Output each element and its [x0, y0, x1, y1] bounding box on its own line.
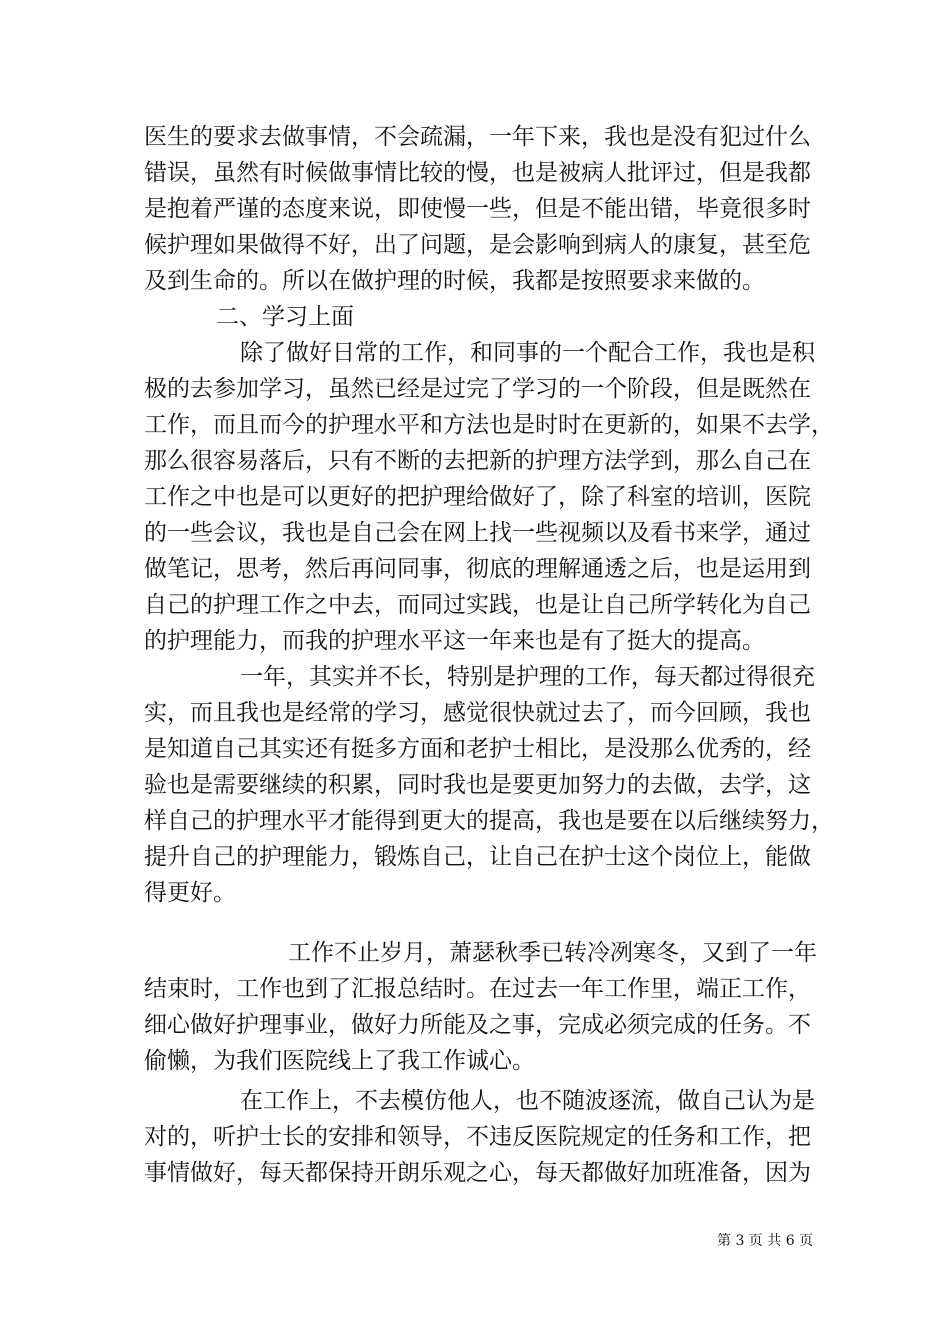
- text-line: 是抱着严谨的态度来说，即使慢一些，但是不能出错，毕竟很多时: [144, 196, 811, 222]
- text-line: 提升自己的护理能力，锻炼自己，让自己在护士这个岗位上，能做: [144, 844, 811, 870]
- text-line: 的护理能力，而我的护理水平这一年来也是有了挺大的提高。: [144, 628, 765, 654]
- text-line: 结束时，工作也到了汇报总结时。在过去一年工作里，端正工作，: [144, 976, 811, 1002]
- text-line: 的一些会议，我也是自己会在网上找一些视频以及看书来学，通过: [144, 520, 811, 546]
- text-line: 细心做好护理事业，做好力所能及之事，完成必须完成的任务。不: [144, 1012, 811, 1038]
- text-line: 一年，其实并不长，特别是护理的工作，每天都过得很充: [240, 664, 815, 690]
- text-line: 实，而且我也是经常的学习，感觉很快就过去了，而今回顾，我也: [144, 700, 811, 726]
- text-line: 事情做好，每天都保持开朗乐观之心，每天都做好加班准备，因为: [144, 1160, 811, 1186]
- text-line: 除了做好日常的工作，和同事的一个配合工作，我也是积: [240, 340, 815, 366]
- text-line: 候护理如果做得不好，出了问题，是会影响到病人的康复，甚至危: [144, 232, 811, 258]
- page-number: 第 3 页 共 6 页: [717, 1233, 814, 1249]
- text-line: 偷懒，为我们医院线上了我工作诚心。: [144, 1048, 535, 1074]
- text-line: 对的，听护士长的安排和领导，不违反医院规定的任务和工作，把: [144, 1124, 811, 1150]
- text-line: 得更好。: [144, 880, 236, 906]
- text-line: 错误，虽然有时候做事情比较的慢，也是被病人批评过，但是我都: [144, 160, 811, 186]
- text-line: 在工作上，不去模仿他人，也不随波逐流，做自己认为是: [240, 1088, 815, 1114]
- text-line: 是知道自己其实还有挺多方面和老护士相比，是没那么优秀的，经: [144, 736, 811, 762]
- text-line: 工作，而且而今的护理水平和方法也是时时在更新的，如果不去学，: [144, 412, 834, 438]
- text-line: 工作之中也是可以更好的把护理给做好了，除了科室的培训，医院: [144, 484, 811, 510]
- text-line: 自己的护理工作之中去，而同过实践，也是让自己所学转化为自己: [144, 592, 811, 618]
- text-line: 医生的要求去做事情，不会疏漏，一年下来，我也是没有犯过什么: [144, 124, 811, 150]
- text-line: 那么很容易落后，只有不断的去把新的护理方法学到，那么自己在: [144, 448, 811, 474]
- text-line: 极的去参加学习，虽然已经是过完了学习的一个阶段，但是既然在: [144, 376, 811, 402]
- text-line: 及到生命的。所以在做护理的时候，我都是按照要求来做的。: [144, 268, 765, 294]
- section-heading: 二、学习上面: [216, 304, 354, 330]
- text-line: 工作不止岁月，萧瑟秋季已转冷冽寒冬，又到了一年: [288, 940, 817, 966]
- text-line: 验也是需要继续的积累，同时我也是要更加努力的去做，去学，这: [144, 772, 811, 798]
- text-line: 样自己的护理水平才能得到更大的提高，我也是要在以后继续努力，: [144, 808, 834, 834]
- text-line: 做笔记，思考，然后再问同事，彻底的理解通透之后，也是运用到: [144, 556, 811, 582]
